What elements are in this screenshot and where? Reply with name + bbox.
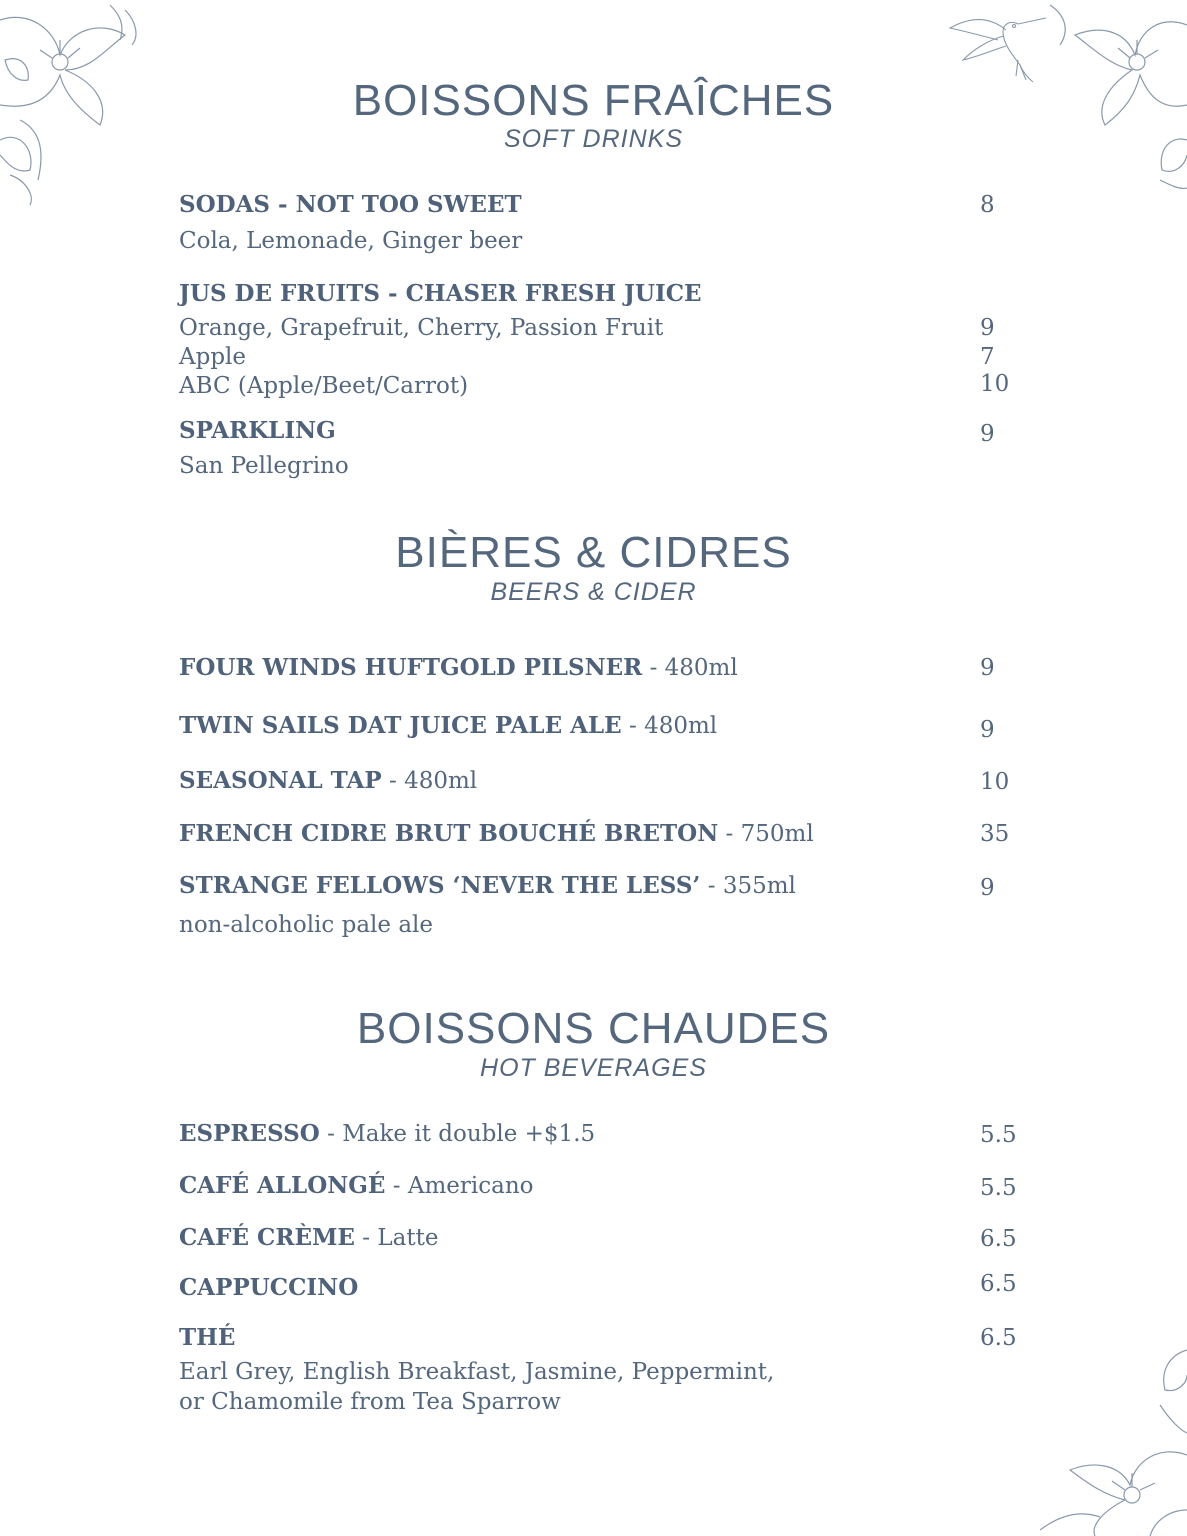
hot-item-price: 6.5 [980, 1226, 1017, 1252]
juice-option: Orange, Grapefruit, Cherry, Passion Fruit [179, 315, 664, 341]
juice-option: Apple [179, 344, 247, 370]
item-desc-sparkling: San Pellegrino [179, 453, 349, 479]
hot-item-name: CAFÉ ALLONGÉ [179, 1172, 386, 1199]
beer-item [179, 820, 814, 847]
hot-item-note: - Americano [385, 1173, 534, 1199]
hot-item [179, 1274, 358, 1301]
hot-item-note: - Latte [354, 1225, 439, 1251]
hot-item-name: ESPRESSO [179, 1120, 320, 1147]
beer-item-size: - 480ml [642, 655, 738, 681]
section-title-hot: BOISSONS CHAUDES [356, 1004, 831, 1053]
beer-item-price: 9 [980, 655, 995, 681]
item-name-sodas: SODAS - NOT TOO SWEET [179, 191, 522, 218]
hot-item [179, 1120, 595, 1147]
beer-item-price: 9 [980, 875, 995, 901]
section-subtitle-soft-drinks: SOFT DRINKS [503, 125, 684, 153]
beer-item [179, 872, 796, 899]
hot-item [179, 1324, 235, 1351]
beer-item-price: 35 [980, 821, 1010, 847]
beer-item-size: - 355ml [700, 873, 796, 899]
hot-item [179, 1224, 438, 1251]
beer-item [179, 654, 738, 681]
floral-bottom-right-illustration [1040, 1345, 1187, 1536]
beer-item [179, 767, 477, 794]
tea-options-line: Earl Grey, English Breakfast, Jasmine, Peppermint, [179, 1359, 775, 1385]
hot-item-name: THÉ [179, 1324, 236, 1351]
beer-item-name: TWIN SAILS DAT JUICE PALE ALE [179, 712, 622, 739]
juice-option-price: 10 [980, 371, 1010, 397]
item-name-sparkling: SPARKLING [179, 417, 336, 444]
beer-item-size: - 750ml [718, 821, 814, 847]
hot-item-price: 6.5 [980, 1325, 1017, 1351]
beer-item-name: STRANGE FELLOWS ‘NEVER THE LESS’ [179, 872, 701, 899]
hot-item-price: 5.5 [980, 1122, 1017, 1148]
section-title-soft-drinks: BOISSONS FRAÎCHES [352, 76, 835, 125]
beer-item-size: - 480ml [381, 768, 478, 794]
beer-item [179, 712, 717, 739]
hummingbird-illustration [948, 10, 1048, 85]
item-price-sparkling: 9 [980, 421, 995, 447]
beer-item-price: 9 [980, 717, 995, 743]
section-subtitle-hot: HOT BEVERAGES [480, 1054, 707, 1082]
beer-item-desc: non-alcoholic pale ale [179, 912, 433, 938]
hot-item-name: CAFÉ CRÈME [179, 1224, 355, 1251]
hot-item-price: 6.5 [980, 1271, 1017, 1297]
beer-item-size: - 480ml [621, 713, 718, 739]
section-subtitle-beers: BEERS & CIDER [490, 578, 697, 606]
hot-item [179, 1172, 533, 1199]
tea-options-line: or Chamomile from Tea Sparrow [179, 1389, 561, 1415]
beer-item-name: FRENCH CIDRE BRUT BOUCHÉ BRETON [179, 820, 719, 847]
juice-option-price: 9 [980, 315, 995, 341]
beer-item-name: SEASONAL TAP [179, 767, 382, 794]
item-price-sodas: 8 [980, 192, 995, 218]
juice-option: ABC (Apple/Beet/Carrot) [179, 373, 469, 399]
hot-item-note: - Make it double +$1.5 [319, 1121, 596, 1147]
hot-item-name: CAPPUCCINO [179, 1274, 359, 1301]
section-title-beers: BIÈRES & CIDRES [395, 528, 792, 577]
item-name-juice: JUS DE FRUITS - CHASER FRESH JUICE [179, 280, 702, 307]
beer-item-price: 10 [980, 769, 1010, 795]
beer-item-name: FOUR WINDS HUFTGOLD PILSNER [179, 654, 643, 681]
juice-option-price: 7 [980, 344, 995, 370]
hot-item-price: 5.5 [980, 1175, 1017, 1201]
item-desc-sodas: Cola, Lemonade, Ginger beer [179, 228, 523, 254]
